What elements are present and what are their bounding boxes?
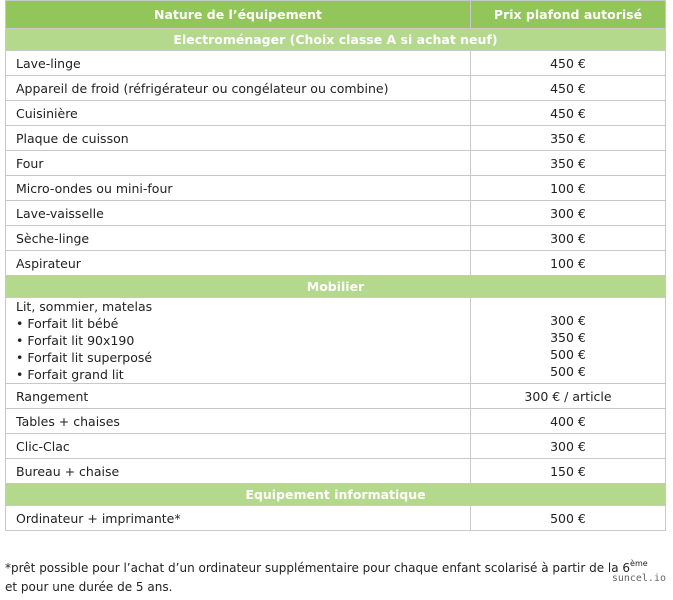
table-row xyxy=(6,101,666,126)
watermark: suncel.io xyxy=(611,573,666,584)
bed-option-label: • Forfait grand lit xyxy=(16,367,124,382)
price-cell xyxy=(471,298,666,384)
section-row-electromenager xyxy=(6,29,666,51)
table-row xyxy=(6,51,666,76)
price-cell: 100 € xyxy=(471,251,666,276)
footnote-superscript: ème xyxy=(630,559,648,568)
item-cell: Plaque de cuisson xyxy=(6,126,471,151)
bed-group-heading: Lit, sommier, matelas xyxy=(16,299,153,314)
table-header-row xyxy=(6,1,666,29)
bed-option-label: • Forfait lit superposé xyxy=(16,350,153,365)
table-row xyxy=(6,151,666,176)
section-title: Electroménager (Choix classe A si achat neuf) xyxy=(6,29,666,51)
price-cell: 450 € xyxy=(471,51,666,76)
table-row xyxy=(6,176,666,201)
section-title: Equipement informatique xyxy=(6,484,666,506)
table-row xyxy=(6,434,666,459)
item-cell: Sèche-linge xyxy=(6,226,471,251)
item-cell: Rangement xyxy=(6,384,471,409)
price-cell: 400 € xyxy=(471,409,666,434)
header-price: Prix plafond autorisé xyxy=(471,1,666,29)
table-row xyxy=(6,459,666,484)
bed-option-price: 500 € xyxy=(550,364,586,379)
table-row xyxy=(6,201,666,226)
table-row xyxy=(6,126,666,151)
footnote-text-continued: et pour une durée de 5 ans. xyxy=(5,580,173,594)
item-cell: Lave-linge xyxy=(6,51,471,76)
price-cell: 300 € / article xyxy=(471,384,666,409)
price-cell: 300 € xyxy=(471,434,666,459)
table-row-bed-group xyxy=(6,298,666,384)
item-cell: Lave-vaisselle xyxy=(6,201,471,226)
item-cell xyxy=(6,298,471,384)
bed-option-label: • Forfait lit 90x190 xyxy=(16,333,135,348)
price-cell: 450 € xyxy=(471,76,666,101)
header-nature: Nature de l’équipement xyxy=(6,1,471,29)
section-row-mobilier xyxy=(6,276,666,298)
table-row xyxy=(6,226,666,251)
price-cell: 500 € xyxy=(471,506,666,531)
item-cell: Appareil de froid (réfrigérateur ou congélateur ou combine) xyxy=(6,76,471,101)
item-cell: Cuisinière xyxy=(6,101,471,126)
item-cell: Four xyxy=(6,151,471,176)
footnote xyxy=(5,559,665,597)
bed-option-price: 500 € xyxy=(550,347,586,362)
section-title: Mobilier xyxy=(6,276,666,298)
price-cell: 300 € xyxy=(471,226,666,251)
bed-option-price: 350 € xyxy=(550,330,586,345)
item-cell: Aspirateur xyxy=(6,251,471,276)
table-row xyxy=(6,506,666,531)
table-row xyxy=(6,76,666,101)
equipment-price-table xyxy=(5,0,666,531)
bed-option-label: • Forfait lit bébé xyxy=(16,316,119,331)
item-cell: Tables + chaises xyxy=(6,409,471,434)
bed-option-price: 300 € xyxy=(550,313,586,328)
price-cell: 100 € xyxy=(471,176,666,201)
price-cell: 150 € xyxy=(471,459,666,484)
item-cell: Bureau + chaise xyxy=(6,459,471,484)
item-cell: Micro-ondes ou mini-four xyxy=(6,176,471,201)
footnote-text: *prêt possible pour l’achat d’un ordinateur supplémentaire pour chaque enfant scolarisé à partir de la 6 xyxy=(5,561,631,575)
section-row-informatique xyxy=(6,484,666,506)
item-cell: Clic-Clac xyxy=(6,434,471,459)
table-row xyxy=(6,409,666,434)
price-cell: 300 € xyxy=(471,201,666,226)
item-cell: Ordinateur + imprimante* xyxy=(6,506,471,531)
table-row xyxy=(6,384,666,409)
price-cell: 450 € xyxy=(471,101,666,126)
price-cell: 350 € xyxy=(471,126,666,151)
price-cell: 350 € xyxy=(471,151,666,176)
table-row xyxy=(6,251,666,276)
